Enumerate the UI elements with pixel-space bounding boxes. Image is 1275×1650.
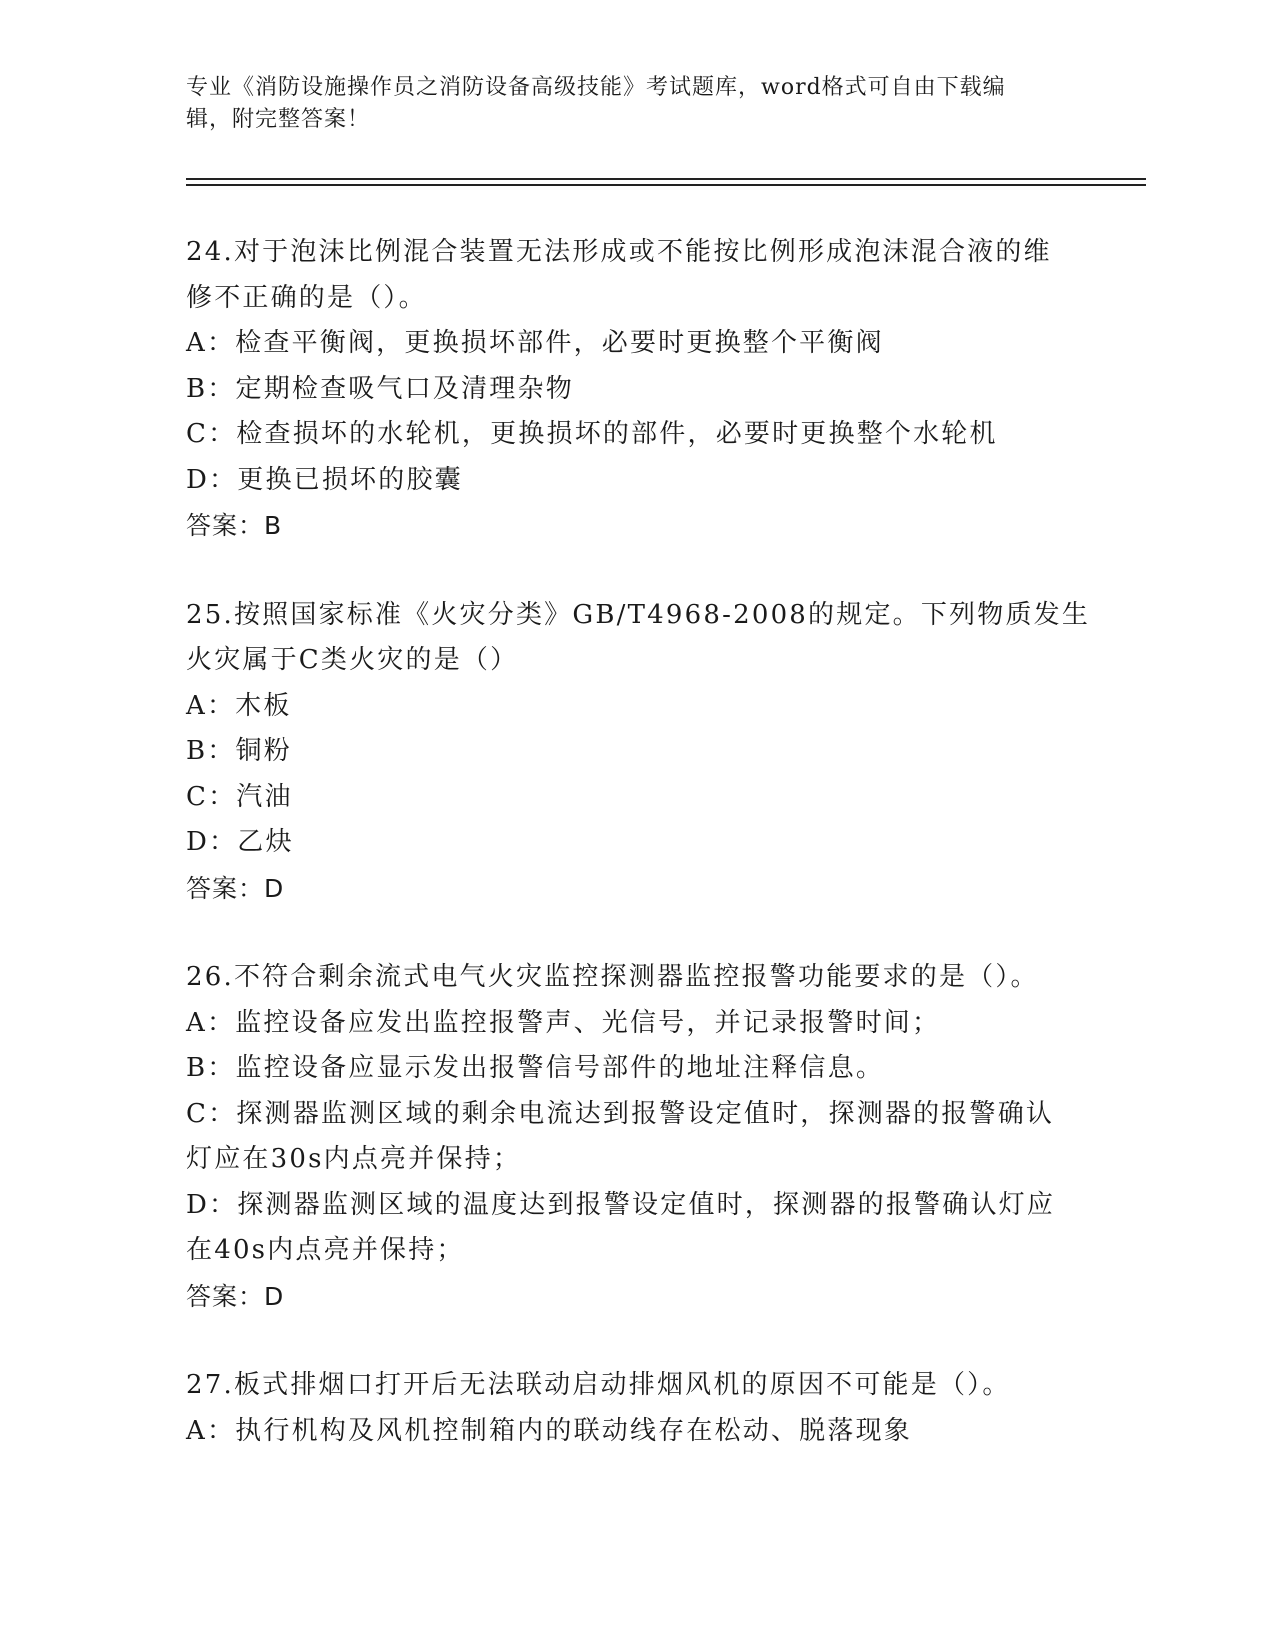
question-24 xyxy=(186,230,1086,549)
question-27 xyxy=(186,1363,1086,1454)
intro-line-1: 专业《消防设施操作员之消防设备高级技能》考试题库，word格式可自由下载编 xyxy=(186,75,1006,100)
option-d-continued: 在40s内点亮并保持； xyxy=(186,1235,465,1265)
answer-label: 答案：B xyxy=(186,511,283,540)
option-c: C：探测器监测区域的剩余电流达到报警设定值时，探测器的报警确认 xyxy=(186,1098,1055,1129)
question-stem: 25.按照国家标准《火灾分类》GB/T4968-2008的规定。下列物质发生 xyxy=(186,599,1091,630)
question-stem: 修不正确的是（）。 xyxy=(186,282,427,313)
option-c-continued: 灯应在30s内点亮并保持； xyxy=(186,1144,522,1174)
answer-label: 答案：D xyxy=(186,873,285,903)
question-stem: 26.不符合剩余流式电气火灾监控探测器监控报警功能要求的是（）。 xyxy=(186,962,1039,992)
option-b: B：监控设备应显示发出报警信号部件的地址注释信息。 xyxy=(186,1053,885,1083)
header-divider-top xyxy=(186,178,1146,180)
option-d: D：更换已损坏的胶囊 xyxy=(186,464,463,495)
option-d: D：乙炔 xyxy=(186,827,294,857)
option-d: D：探测器监测区域的温度达到报警设定值时，探测器的报警确认灯应 xyxy=(186,1189,1056,1220)
question-stem: 24.对于泡沫比例混合装置无法形成或不能按比例形成泡沫混合液的维 xyxy=(186,237,1052,267)
option-a: A：木板 xyxy=(186,690,292,721)
intro-line-2: 辑，附完整答案！ xyxy=(186,107,371,132)
document-intro xyxy=(186,72,1086,136)
question-list xyxy=(186,230,1091,1498)
option-a: A：监控设备应发出监控报警声、光信号，并记录报警时间； xyxy=(186,1007,941,1038)
option-a: A：检查平衡阀，更换损坏部件，必要时更换整个平衡阀 xyxy=(186,328,884,358)
option-b: B：定期检查吸气口及清理杂物 xyxy=(186,373,574,404)
header-divider-bottom xyxy=(186,184,1146,186)
question-stem: 27.板式排烟口打开后无法联动启动排烟风机的原因不可能是（）。 xyxy=(186,1370,1011,1400)
question-25 xyxy=(186,593,1091,912)
option-c: C：汽油 xyxy=(186,781,293,812)
option-b: B：铜粉 xyxy=(186,736,292,766)
option-c: C：检查损坏的水轮机，更换损坏的部件，必要时更换整个水轮机 xyxy=(186,419,998,449)
question-26 xyxy=(186,955,1086,1319)
question-stem: 火灾属于C类火灾的是（） xyxy=(186,645,519,675)
option-a: A：执行机构及风机控制箱内的联动线存在松动、脱落现象 xyxy=(186,1415,912,1446)
answer-label: 答案：D xyxy=(186,1281,285,1311)
